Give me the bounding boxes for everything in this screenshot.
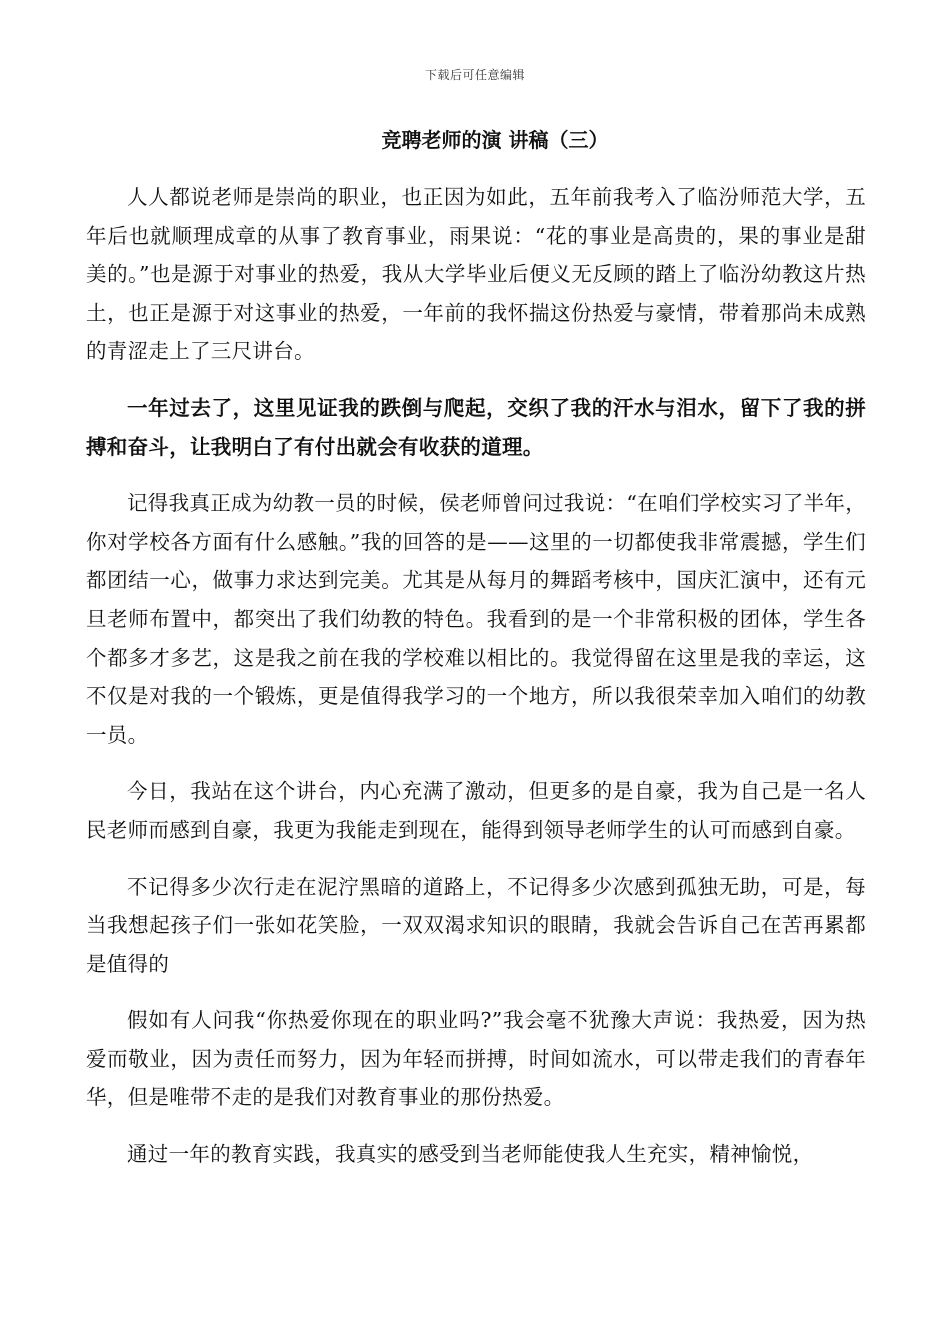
document-body	[86, 178, 866, 1192]
paragraph: 人人都说老师是崇尚的职业，也正因为如此，五年前我考入了临汾师范大学，五年后也就顺理成章的从事了教育事业，雨果说：“花的事业是高贵的，果的事业是甜美的。”也是源于对事业的热爱，我从大学毕业后便义无反顾的踏上了临汾幼教这片热土，也正是源于对这事业的热爱，一年前的我怀揣这份热爱与豪情，带着那尚未成熟的青涩走上了三尺讲台。	[86, 185, 866, 364]
document-title: 竞聘老师的演 讲稿（三）	[381, 128, 609, 152]
header-note: 下载后可任意编辑	[424, 68, 525, 82]
paragraph: 假如有人问我“你热爱你现在的职业吗?”我会毫不犹豫大声说：我热爱，因为热爱而敬业，因为责任而努力，因为年轻而拼搏，时间如流水，可以带走我们的青春年华，但是唯带不走的是我们对教育事业的那份热爱。	[86, 1008, 866, 1110]
paragraph: 不记得多少次行走在泥泞黑暗的道路上，不记得多少次感到孤独无助，可是，每当我想起孩子们一张如花笑脸，一双双渴求知识的眼睛，我就会告诉自己在苦再累都是值得的	[86, 874, 866, 976]
paragraph: 记得我真正成为幼教一员的时候，侯老师曾问过我说：“在咱们学校实习了半年，你对学校各方面有什么感触。”我的回答的是——这里的一切都使我非常震撼，学生们都团结一心，做事力求达到完美。尤其是从每月的舞蹈考核中，国庆汇演中，还有元旦老师布置中，都突出了我们幼教的特色。我看到的是一个非常积极的团体，学生各个都多才多艺，这是我之前在我的学校难以相比的。我觉得留在这里是我的幸运，这不仅是对我的一个锻炼，更是值得我学习的一个地方，所以我很荣幸加入咱们的幼教一员。	[86, 491, 866, 747]
paragraph: 通过一年的教育实践，我真实的感受到当老师能使我人生充实，精神愉悦，	[127, 1142, 814, 1167]
paragraph-bold: 一年过去了，这里见证我的跌倒与爬起，交织了我的汗水与泪水，留下了我的拼搏和奋斗，让我明白了有付出就会有收获的道理。	[86, 395, 866, 459]
paragraph: 今日，我站在这个讲台，内心充满了激动，但更多的是自豪，我为自己是一名人民老师而感到自豪，我更为我能走到现在，能得到领导老师学生的认可而感到自豪。	[86, 779, 866, 842]
